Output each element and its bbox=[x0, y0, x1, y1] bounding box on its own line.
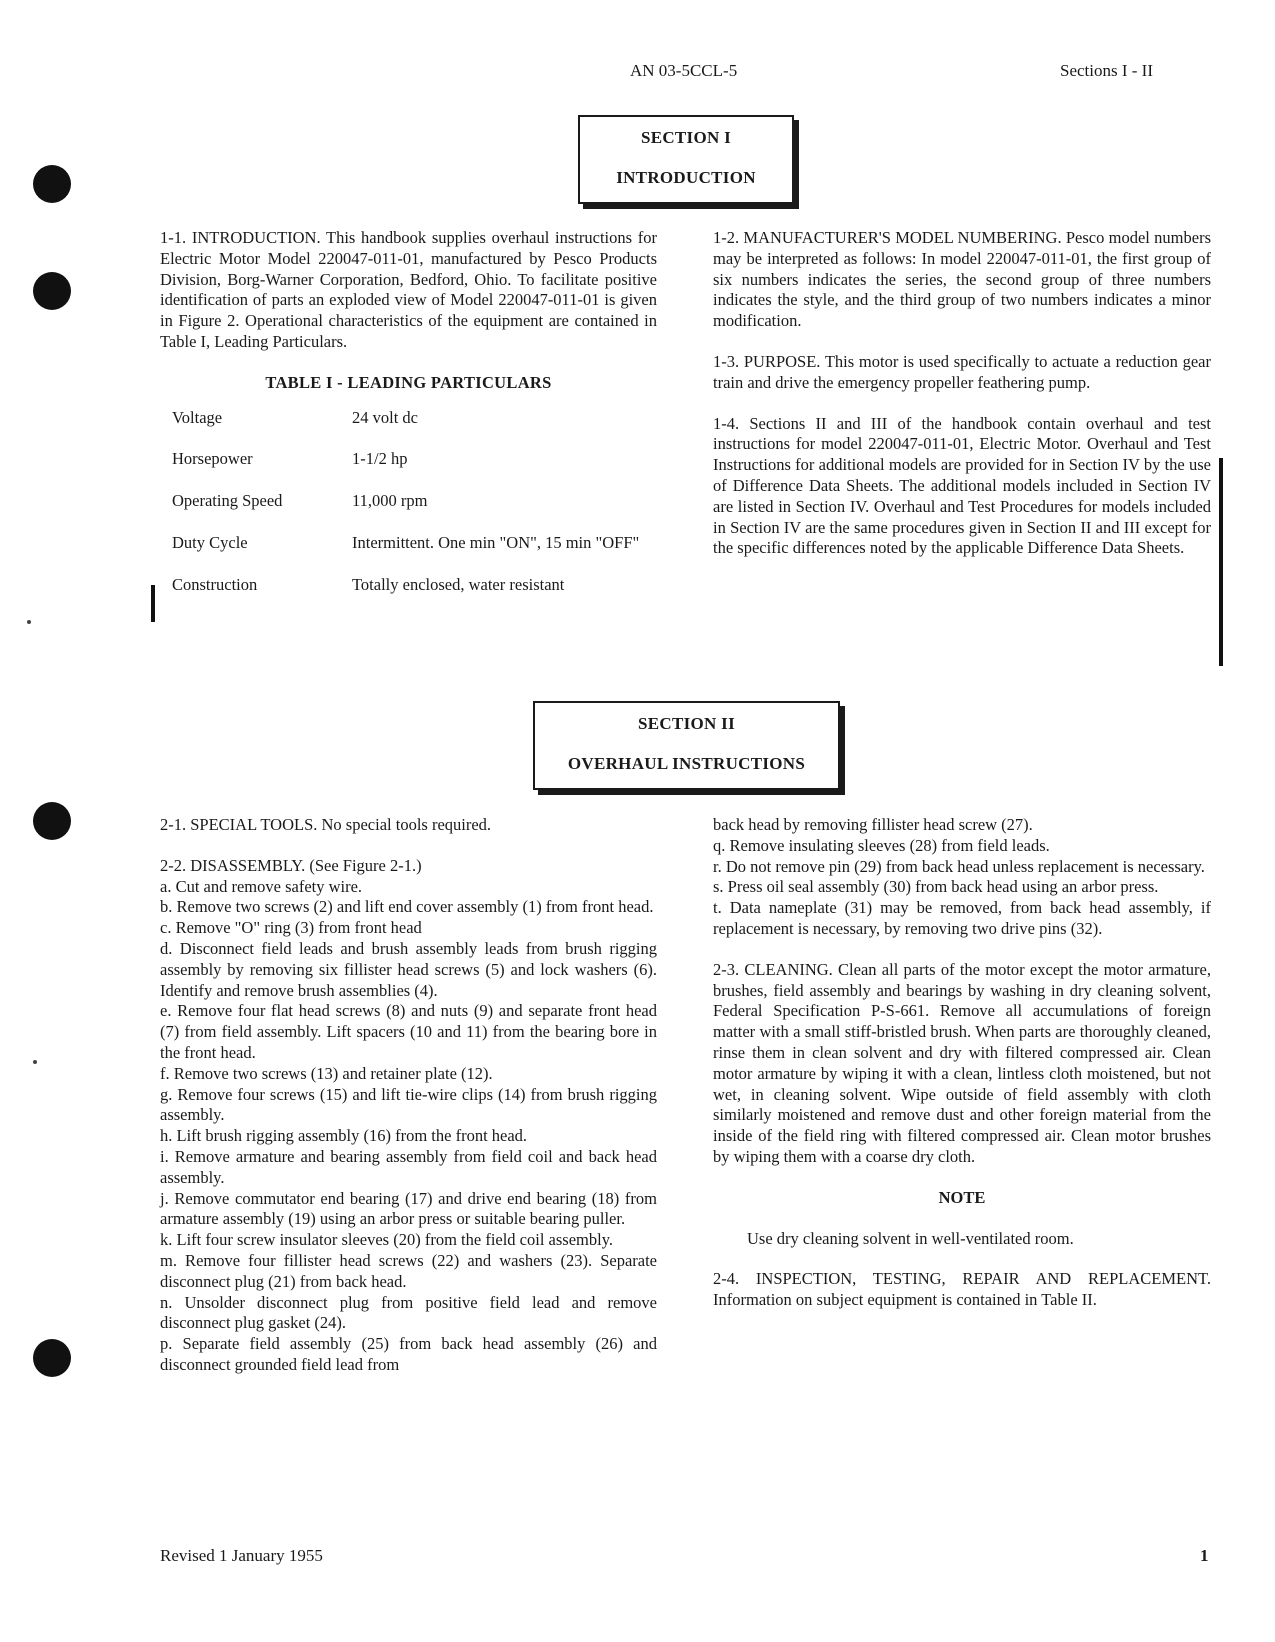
paragraph-2-1: 2-1. SPECIAL TOOLS. No special tools required. bbox=[160, 815, 492, 834]
section-2-left-column bbox=[160, 815, 657, 1376]
list-item: a. Cut and remove safety wire. bbox=[160, 876, 363, 896]
table-row bbox=[172, 491, 642, 533]
section-2-title: SECTION II bbox=[637, 714, 735, 733]
paragraph-2-3: 2-3. CLEANING. Clean all parts of the motor except the motor armature, brushes, field assembly and bearings by washing in dry cleaning solvent, Federal Specification P-S-661. Remove all accumulations of foreign matter with a small stiff-bristled brush. When parts are thoroughly cleaned, rinse them in clean solvent and dry with filtered compressed air. Clean motor armature by wiping it with a clean, lintless cloth moistened, but not wet, in cleaning solvent. Wipe outside of field assembly with cloth similarly moistened and remove dust and other foreign material from the inside of the field ring with filtered compressed air. Clean motor brushes by wiping them with a coarse dry cloth. bbox=[713, 959, 1211, 1166]
doc-number: AN 03-5CCL-5 bbox=[630, 61, 738, 80]
paragraph-1-1: 1-1. INTRODUCTION. This handbook supplies overhaul instructions for Electric Motor Model 220047-011-01, manufactured by Pesco Products Division, Borg-Warner Corporation, Bedford, Ohio. To facilitate positive identification of parts an exploded view of Model 220047-011-01 is given in Figure 2. Operational characteristics of the equipment are contained in Table I, Leading Particulars. bbox=[160, 228, 657, 351]
list-item: j. Remove commutator end bearing (17) and drive end bearing (18) from armature assembly (19) using an arbor press or suitable bearing puller. bbox=[160, 1188, 657, 1229]
list-item: h. Lift brush rigging assembly (16) from the front head. bbox=[160, 1126, 528, 1146]
table-1-caption: TABLE I - LEADING PARTICULARS bbox=[265, 372, 552, 392]
section-2-subtitle: OVERHAUL INSTRUCTIONS bbox=[567, 754, 806, 773]
list-item: q. Remove insulating sleeves (28) from field leads. bbox=[713, 835, 1050, 855]
section-1-heading bbox=[578, 115, 794, 204]
change-bar bbox=[1219, 458, 1223, 666]
list-item: t. Data nameplate (31) may be removed, from back head assembly, if replacement is necessary, by removing two drive pins (32). bbox=[713, 898, 1211, 938]
table-label: Voltage bbox=[172, 407, 223, 427]
binder-hole-4 bbox=[33, 1339, 71, 1377]
scan-speck bbox=[33, 1060, 37, 1064]
table-row bbox=[172, 408, 642, 450]
leading-particulars-table bbox=[172, 408, 642, 596]
page-number: 1 bbox=[1200, 1546, 1209, 1565]
list-item: n. Unsolder disconnect plug from positive field lead and remove disconnect plug gasket (24). bbox=[160, 1292, 657, 1333]
list-item: p. Separate field assembly (25) from back head assembly (26) and disconnect grounded field lead from bbox=[160, 1334, 657, 1374]
table-value: Intermittent. One min "ON", 15 min "OFF" bbox=[352, 532, 640, 552]
section-1-title: SECTION I bbox=[640, 128, 732, 147]
list-item: g. Remove four screws (15) and lift tie-wire clips (14) from brush rigging assembly. bbox=[160, 1084, 657, 1125]
paragraph-2-2-heading: 2-2. DISASSEMBLY. (See Figure 2-1.) bbox=[160, 855, 422, 875]
table-value: 1-1/2 hp bbox=[352, 449, 408, 469]
table-row bbox=[172, 533, 642, 575]
list-item: r. Do not remove pin (29) from back head unless replacement is necessary. bbox=[713, 856, 1205, 876]
list-item: f. Remove two screws (13) and retainer plate (12). bbox=[160, 1063, 493, 1083]
list-item: c. Remove "O" ring (3) from front head bbox=[160, 918, 422, 938]
section-1-right-column bbox=[713, 228, 1211, 559]
paragraph-1-3: 1-3. PURPOSE. This motor is used specifically to actuate a reduction gear train and drive the emergency propeller feathering pump. bbox=[713, 351, 1211, 392]
binder-hole-1 bbox=[33, 165, 71, 203]
section-2-right-column bbox=[713, 815, 1211, 1311]
list-item: d. Disconnect field leads and brush assembly leads from brush rigging assembly by removing six fillister head screws (5) and lock washers (6). Identify and remove brush assemblies (4). bbox=[160, 938, 657, 1000]
scan-speck bbox=[27, 620, 31, 624]
table-label: Horsepower bbox=[172, 449, 253, 469]
list-item: k. Lift four screw insulator sleeves (20) from the field coil assembly. bbox=[160, 1230, 614, 1250]
table-value: 11,000 rpm bbox=[352, 491, 428, 511]
section-2-heading bbox=[533, 701, 840, 790]
revision-date: Revised 1 January 1955 bbox=[160, 1546, 323, 1565]
table-label: Operating Speed bbox=[172, 491, 283, 511]
table-label: Construction bbox=[172, 574, 258, 594]
section-1-subtitle: INTRODUCTION bbox=[616, 168, 756, 187]
note-title: NOTE bbox=[938, 1187, 986, 1207]
table-row bbox=[172, 449, 642, 491]
section-range: Sections I - II bbox=[1059, 61, 1153, 80]
change-bar bbox=[151, 585, 155, 622]
list-item: e. Remove four flat head screws (8) and nuts (9) and separate front head (7) from field assembly. Lift spacers (10 and 11) from the bearing bore in the front head. bbox=[160, 1001, 657, 1062]
list-item: m. Remove four fillister head screws (22) and washers (23). Separate disconnect plug (21) from back head. bbox=[160, 1250, 657, 1291]
paragraph-1-4: 1-4. Sections II and III of the handbook contain overhaul and test instructions for model 220047-011-01, Electric Motor. Overhaul and Test Instructions for additional models are provided for in Section IV by the use of Difference Data Sheets. The additional models included in Section IV are listed in Section IV. Overhaul and Test Procedures for models included in Section IV are the same procedures given in Section II and III except for the specific differences noted by the applicable Difference Data Sheets. bbox=[713, 413, 1211, 558]
note-body: Use dry cleaning solvent in well-ventilated room. bbox=[747, 1228, 1074, 1248]
list-item: i. Remove armature and bearing assembly from field coil and back head assembly. bbox=[160, 1146, 657, 1187]
table-value: 24 volt dc bbox=[352, 407, 418, 427]
list-item-continuation: back head by removing fillister head screw (27). bbox=[713, 815, 1033, 834]
table-row bbox=[172, 575, 642, 596]
paragraph-2-4: 2-4. INSPECTION, TESTING, REPAIR AND REPLACEMENT. Information on subject equipment is contained in Table II. bbox=[713, 1269, 1211, 1310]
list-item: b. Remove two screws (2) and lift end cover assembly (1) from front head. bbox=[160, 897, 654, 917]
table-value: Totally enclosed, water resistant bbox=[352, 574, 565, 594]
binder-hole-2 bbox=[33, 272, 71, 310]
list-item: s. Press oil seal assembly (30) from back head using an arbor press. bbox=[713, 877, 1159, 897]
binder-hole-3 bbox=[33, 802, 71, 840]
paragraph-1-2: 1-2. MANUFACTURER'S MODEL NUMBERING. Pesco model numbers may be interpreted as follows: In model 220047-011-01, the first group of six numbers indicates the series, the second group of three numbers indicates the style, and the third group of two numbers indicates a minor modification. bbox=[713, 228, 1211, 331]
section-1-left-column bbox=[160, 228, 657, 596]
table-label: Duty Cycle bbox=[172, 532, 248, 552]
